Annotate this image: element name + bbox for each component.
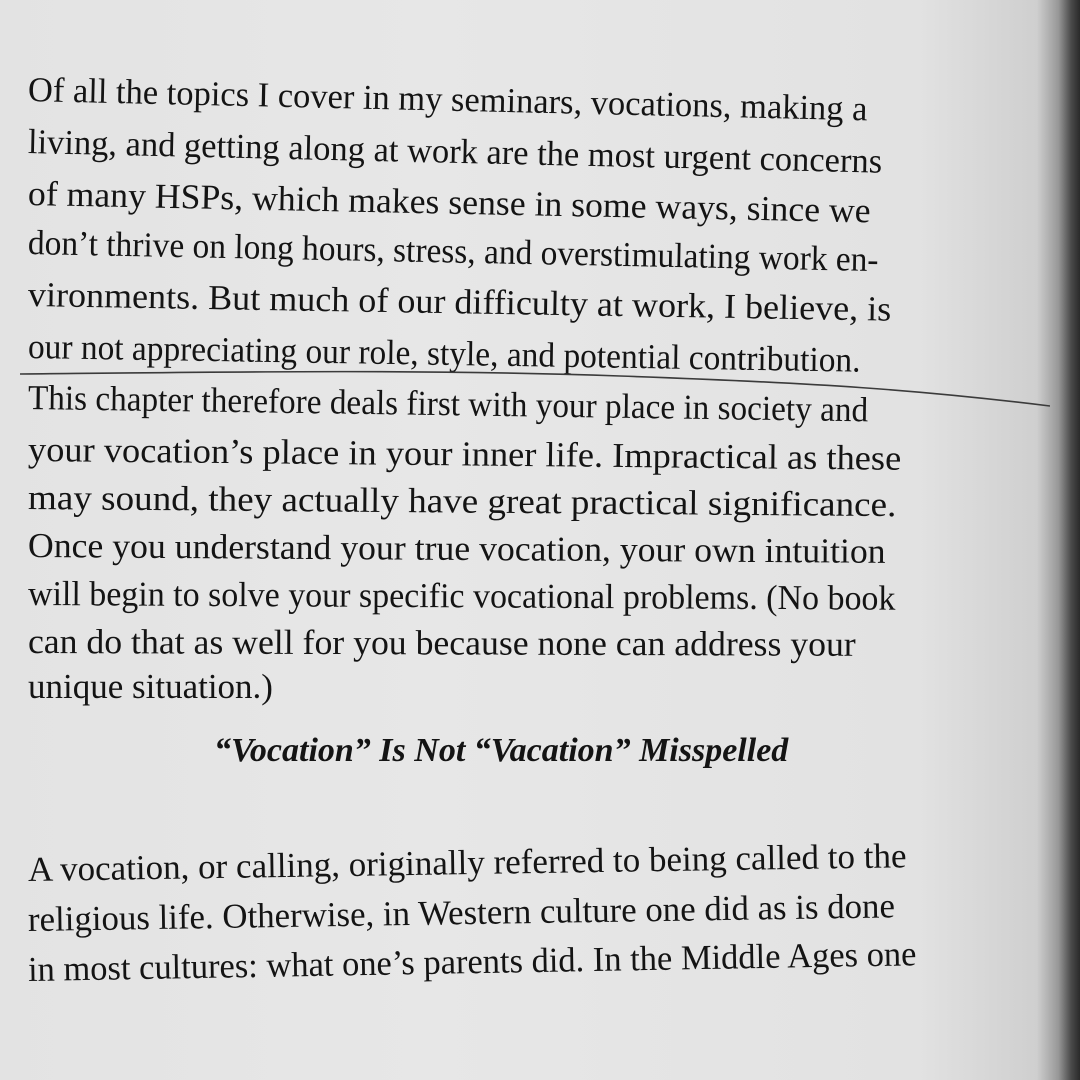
text-line: unique situation.) (28, 667, 273, 706)
text-line: your vocation’s place in your inner life. Impractical as these (27, 430, 902, 478)
text-line: vironments. But much of our difficulty at work, I believe, is (27, 275, 892, 329)
text-line: will begin to solve your specific vocational problems. (No book (27, 574, 896, 618)
text-line: our not appreciating our role, style, and potential contribution. (27, 327, 861, 380)
text-line: can do that as well for you because none can address your (27, 622, 856, 664)
text-line: Once you understand your true vocation, your own intuition (27, 526, 886, 571)
text-line: living, and getting along at work are the most urgent concerns (27, 122, 883, 181)
text-line: religious life. Otherwise, in Western culture one did as is done (27, 886, 896, 939)
text-line: Of all the topics I cover in my seminars, vocations, making a (27, 70, 868, 129)
book-spine-shadow (1058, 0, 1080, 1080)
text-line: don’t thrive on long hours, stress, and overstimulating work en- (27, 223, 879, 280)
text-line: This chapter therefore deals first with your place in society and (27, 378, 869, 430)
text-line: in most cultures: what one’s parents did. In the Middle Ages one (27, 934, 917, 989)
section-heading: “Vocation” Is Not “Vacation” Misspelled (214, 732, 789, 769)
text-line: of many HSPs, which makes sense in some ways, since we (27, 174, 872, 231)
text-line: A vocation, or calling, originally referred to being called to the (27, 836, 907, 889)
text-line: may sound, they actually have great practical significance. (27, 478, 897, 525)
